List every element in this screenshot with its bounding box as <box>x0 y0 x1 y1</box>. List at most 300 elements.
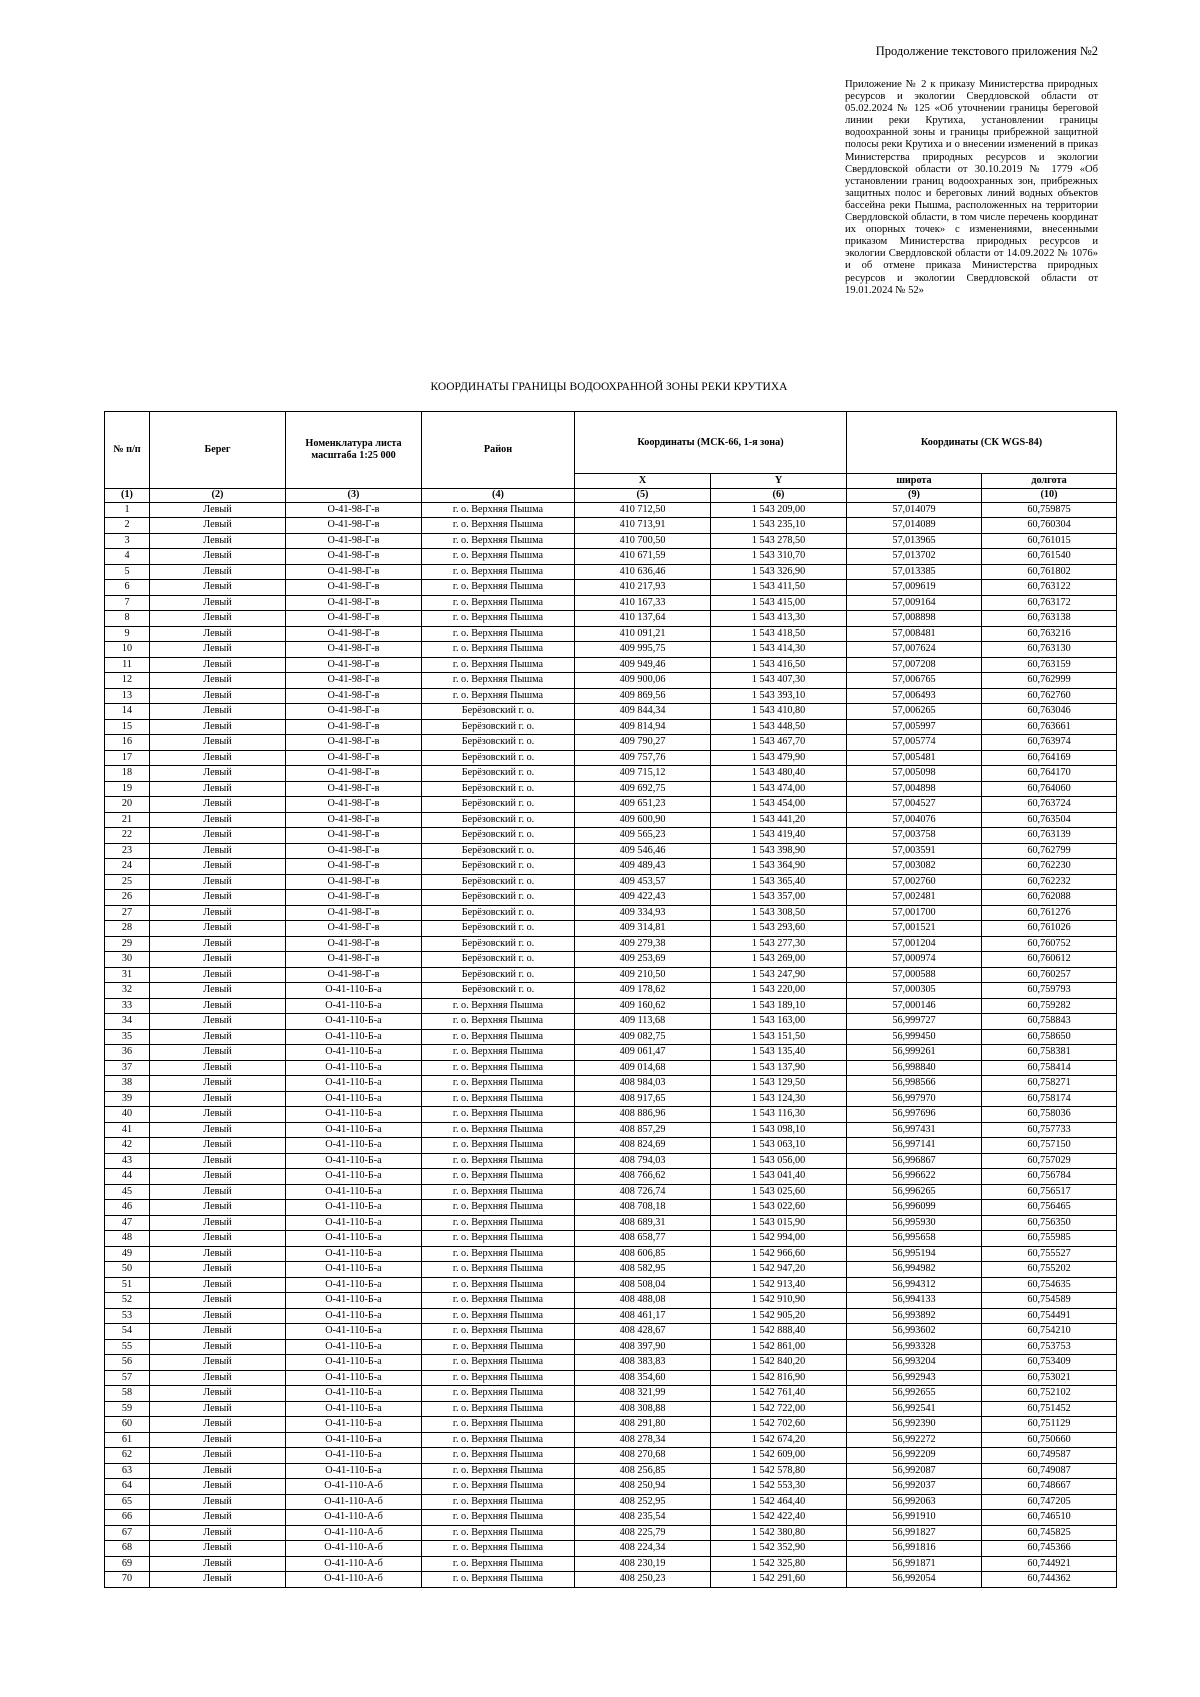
cell-y: 1 542 702,60 <box>711 1417 847 1433</box>
cell-district: г. о. Верхняя Пышма <box>422 1231 575 1247</box>
cell-x: 409 565,23 <box>575 828 711 844</box>
cell-sheet: О-41-110-Б-а <box>286 1060 422 1076</box>
cell-lat: 57,000305 <box>847 983 982 999</box>
cell-sheet: О-41-110-Б-а <box>286 1014 422 1030</box>
cell-num: 35 <box>105 1029 150 1045</box>
table-row <box>105 1463 1117 1479</box>
cell-lon: 60,761540 <box>982 549 1117 565</box>
cell-lat: 57,004527 <box>847 797 982 813</box>
table-row <box>105 1293 1117 1309</box>
cell-num: 45 <box>105 1184 150 1200</box>
cell-bank: Левый <box>150 1076 286 1092</box>
cell-sheet: О-41-98-Г-в <box>286 781 422 797</box>
cell-sheet: О-41-110-А-б <box>286 1494 422 1510</box>
cell-sheet: О-41-98-Г-в <box>286 518 422 534</box>
table-row <box>105 797 1117 813</box>
cell-bank: Левый <box>150 1541 286 1557</box>
cell-y: 1 543 293,60 <box>711 921 847 937</box>
cell-y: 1 543 209,00 <box>711 502 847 518</box>
cell-bank: Левый <box>150 1308 286 1324</box>
cell-y: 1 543 135,40 <box>711 1045 847 1061</box>
cell-num: 48 <box>105 1231 150 1247</box>
cell-lat: 56,992541 <box>847 1401 982 1417</box>
table-row <box>105 1541 1117 1557</box>
cell-num: 54 <box>105 1324 150 1340</box>
cell-num: 58 <box>105 1386 150 1402</box>
header-sheet: Номенклатура листа масштаба 1:25 000 <box>286 412 422 489</box>
cell-sheet: О-41-110-Б-а <box>286 1277 422 1293</box>
table-row <box>105 1262 1117 1278</box>
cell-num: 22 <box>105 828 150 844</box>
table-row <box>105 874 1117 890</box>
table-row <box>105 1401 1117 1417</box>
cell-district: г. о. Верхняя Пышма <box>422 998 575 1014</box>
cell-sheet: О-41-98-Г-в <box>286 502 422 518</box>
cell-sheet: О-41-110-Б-а <box>286 1029 422 1045</box>
cell-y: 1 543 393,10 <box>711 688 847 704</box>
cell-num: 5 <box>105 564 150 580</box>
header-y: Y <box>711 474 847 489</box>
cell-lat: 56,992390 <box>847 1417 982 1433</box>
cell-district: г. о. Верхняя Пышма <box>422 1308 575 1324</box>
cell-lat: 57,001521 <box>847 921 982 937</box>
cell-lat: 56,992063 <box>847 1494 982 1510</box>
cell-lat: 57,008898 <box>847 611 982 627</box>
cell-bank: Левый <box>150 1339 286 1355</box>
cell-x: 408 886,96 <box>575 1107 711 1123</box>
cell-x: 408 278,34 <box>575 1432 711 1448</box>
cell-lon: 60,761026 <box>982 921 1117 937</box>
cell-lon: 60,753753 <box>982 1339 1117 1355</box>
cell-num: 18 <box>105 766 150 782</box>
cell-num: 60 <box>105 1417 150 1433</box>
cell-district: г. о. Верхняя Пышма <box>422 1107 575 1123</box>
cell-num: 68 <box>105 1541 150 1557</box>
table-row <box>105 1231 1117 1247</box>
table-row <box>105 1029 1117 1045</box>
cell-district: г. о. Верхняя Пышма <box>422 1510 575 1526</box>
cell-y: 1 542 861,00 <box>711 1339 847 1355</box>
cell-lat: 56,992087 <box>847 1463 982 1479</box>
cell-num: 67 <box>105 1525 150 1541</box>
cell-lat: 57,004898 <box>847 781 982 797</box>
table-row <box>105 1324 1117 1340</box>
table-row <box>105 998 1117 1014</box>
cell-bank: Левый <box>150 797 286 813</box>
cell-x: 409 489,43 <box>575 859 711 875</box>
cell-lon: 60,762799 <box>982 843 1117 859</box>
cell-x: 410 636,46 <box>575 564 711 580</box>
cell-lon: 60,755202 <box>982 1262 1117 1278</box>
cell-y: 1 543 022,60 <box>711 1200 847 1216</box>
table-row <box>105 812 1117 828</box>
cell-bank: Левый <box>150 1184 286 1200</box>
header-index-cell: (10) <box>982 489 1117 503</box>
table-row <box>105 657 1117 673</box>
cell-lon: 60,745825 <box>982 1525 1117 1541</box>
cell-lon: 60,750660 <box>982 1432 1117 1448</box>
cell-bank: Левый <box>150 874 286 890</box>
cell-x: 408 824,69 <box>575 1138 711 1154</box>
cell-lat: 57,006765 <box>847 673 982 689</box>
cell-sheet: О-41-98-Г-в <box>286 549 422 565</box>
cell-num: 17 <box>105 750 150 766</box>
cell-num: 4 <box>105 549 150 565</box>
cell-lat: 56,999727 <box>847 1014 982 1030</box>
cell-lat: 56,992209 <box>847 1448 982 1464</box>
cell-y: 1 542 761,40 <box>711 1386 847 1402</box>
cell-num: 6 <box>105 580 150 596</box>
cell-district: г. о. Верхняя Пышма <box>422 1262 575 1278</box>
cell-lon: 60,763172 <box>982 595 1117 611</box>
header-index-cell: (3) <box>286 489 422 503</box>
cell-district: Берёзовский г. о. <box>422 719 575 735</box>
cell-bank: Левый <box>150 1386 286 1402</box>
cell-lat: 56,996099 <box>847 1200 982 1216</box>
header-lon: долгота <box>982 474 1117 489</box>
cell-lon: 60,763138 <box>982 611 1117 627</box>
cell-num: 31 <box>105 967 150 983</box>
cell-district: г. о. Верхняя Пышма <box>422 1525 575 1541</box>
cell-num: 14 <box>105 704 150 720</box>
cell-sheet: О-41-110-Б-а <box>286 1246 422 1262</box>
cell-x: 408 270,68 <box>575 1448 711 1464</box>
cell-y: 1 543 116,30 <box>711 1107 847 1123</box>
cell-lon: 60,763504 <box>982 812 1117 828</box>
cell-lat: 57,009619 <box>847 580 982 596</box>
table-row <box>105 1479 1117 1495</box>
cell-num: 41 <box>105 1122 150 1138</box>
cell-lon: 60,758414 <box>982 1060 1117 1076</box>
header-index-cell: (5) <box>575 489 711 503</box>
cell-x: 408 256,85 <box>575 1463 711 1479</box>
cell-bank: Левый <box>150 936 286 952</box>
cell-sheet: О-41-98-Г-в <box>286 921 422 937</box>
cell-sheet: О-41-98-Г-в <box>286 874 422 890</box>
cell-num: 51 <box>105 1277 150 1293</box>
cell-sheet: О-41-98-Г-в <box>286 626 422 642</box>
cell-lat: 57,013965 <box>847 533 982 549</box>
cell-bank: Левый <box>150 1200 286 1216</box>
cell-num: 32 <box>105 983 150 999</box>
cell-x: 410 713,91 <box>575 518 711 534</box>
table-row <box>105 564 1117 580</box>
cell-sheet: О-41-98-Г-в <box>286 797 422 813</box>
page-title: КООРДИНАТЫ ГРАНИЦЫ ВОДООХРАННОЙ ЗОНЫ РЕКИ КРУТИХА <box>430 381 788 393</box>
cell-num: 25 <box>105 874 150 890</box>
table-row <box>105 626 1117 642</box>
cell-y: 1 543 411,50 <box>711 580 847 596</box>
cell-y: 1 543 454,00 <box>711 797 847 813</box>
cell-lat: 56,993892 <box>847 1308 982 1324</box>
cell-y: 1 543 448,50 <box>711 719 847 735</box>
cell-sheet: О-41-110-Б-а <box>286 1122 422 1138</box>
cell-district: г. о. Верхняя Пышма <box>422 1246 575 1262</box>
cell-sheet: О-41-110-А-б <box>286 1556 422 1572</box>
cell-district: Берёзовский г. о. <box>422 874 575 890</box>
cell-lon: 60,758174 <box>982 1091 1117 1107</box>
cell-num: 3 <box>105 533 150 549</box>
appendix-note: Приложение № 2 к приказу Министерства природных ресурсов и экологии Свердловской области от 05.02.2024 № 125 «Об уточнении границы береговой линии реки Крутиха, установлении границы водоохранной зоны и границы прибрежной защитной полосы реки Крутиха и о внесении изменений в приказ Министерства природных ресурсов и экологии Свердловской области от 30.10.2019 № 1779 «Об установлении границ водоохранных зон, прибрежных защитных полос и береговых линий водных объектов бассейна реки Пышма, расположенных на территории Свердловской области, в том числе перечень координат их опорных точек» с изменениями, внесенными приказом Министерства природных ресурсов и экологии Свердловской области от 14.09.2022 № 1076» и об отмене приказа Министерства природных ресурсов и экологии Свердловской области от 19.01.2024 № 52» <box>845 79 1098 296</box>
cell-y: 1 542 422,40 <box>711 1510 847 1526</box>
cell-num: 49 <box>105 1246 150 1262</box>
cell-num: 7 <box>105 595 150 611</box>
cell-district: г. о. Верхняя Пышма <box>422 1215 575 1231</box>
cell-district: г. о. Верхняя Пышма <box>422 1572 575 1588</box>
header-index-cell: (6) <box>711 489 847 503</box>
cell-num: 23 <box>105 843 150 859</box>
cell-lon: 60,757733 <box>982 1122 1117 1138</box>
cell-lat: 56,997696 <box>847 1107 982 1123</box>
cell-sheet: О-41-98-Г-в <box>286 533 422 549</box>
cell-num: 59 <box>105 1401 150 1417</box>
cell-district: г. о. Верхняя Пышма <box>422 1355 575 1371</box>
cell-district: Берёзовский г. о. <box>422 735 575 751</box>
cell-lon: 60,745366 <box>982 1541 1117 1557</box>
cell-district: Берёзовский г. о. <box>422 952 575 968</box>
cell-lon: 60,763724 <box>982 797 1117 813</box>
cell-bank: Левый <box>150 766 286 782</box>
cell-num: 27 <box>105 905 150 921</box>
table-row <box>105 580 1117 596</box>
cell-bank: Левый <box>150 626 286 642</box>
table-row <box>105 1138 1117 1154</box>
cell-bank: Левый <box>150 828 286 844</box>
cell-district: г. о. Верхняя Пышма <box>422 1432 575 1448</box>
cell-district: Берёзовский г. о. <box>422 936 575 952</box>
cell-x: 408 726,74 <box>575 1184 711 1200</box>
cell-x: 408 689,31 <box>575 1215 711 1231</box>
cell-num: 53 <box>105 1308 150 1324</box>
header-bank: Берег <box>150 412 286 489</box>
header-index-cell: (9) <box>847 489 982 503</box>
cell-lon: 60,756517 <box>982 1184 1117 1200</box>
cell-lat: 56,992054 <box>847 1572 982 1588</box>
cell-sheet: О-41-98-Г-в <box>286 905 422 921</box>
cell-x: 408 354,60 <box>575 1370 711 1386</box>
cell-lon: 60,761802 <box>982 564 1117 580</box>
cell-sheet: О-41-98-Г-в <box>286 580 422 596</box>
cell-bank: Левый <box>150 564 286 580</box>
cell-bank: Левый <box>150 1572 286 1588</box>
table-row <box>105 1169 1117 1185</box>
cell-x: 408 766,62 <box>575 1169 711 1185</box>
cell-lat: 56,999261 <box>847 1045 982 1061</box>
table-row <box>105 1494 1117 1510</box>
cell-lon: 60,752102 <box>982 1386 1117 1402</box>
cell-bank: Левый <box>150 1014 286 1030</box>
cell-district: г. о. Верхняя Пышма <box>422 1494 575 1510</box>
cell-lat: 57,013385 <box>847 564 982 580</box>
table-row <box>105 952 1117 968</box>
cell-y: 1 543 480,40 <box>711 766 847 782</box>
cell-lon: 60,751129 <box>982 1417 1117 1433</box>
table-row <box>105 642 1117 658</box>
cell-lon: 60,764060 <box>982 781 1117 797</box>
cell-district: г. о. Верхняя Пышма <box>422 1122 575 1138</box>
cell-x: 409 253,69 <box>575 952 711 968</box>
cell-sheet: О-41-110-А-б <box>286 1572 422 1588</box>
cell-sheet: О-41-110-Б-а <box>286 1262 422 1278</box>
cell-y: 1 543 365,40 <box>711 874 847 890</box>
cell-sheet: О-41-110-Б-а <box>286 1339 422 1355</box>
cell-y: 1 543 151,50 <box>711 1029 847 1045</box>
cell-y: 1 543 269,00 <box>711 952 847 968</box>
cell-x: 410 091,21 <box>575 626 711 642</box>
cell-bank: Левый <box>150 1324 286 1340</box>
cell-district: Берёзовский г. о. <box>422 983 575 999</box>
cell-x: 408 291,80 <box>575 1417 711 1433</box>
cell-y: 1 543 407,30 <box>711 673 847 689</box>
cell-bank: Левый <box>150 1370 286 1386</box>
cell-district: г. о. Верхняя Пышма <box>422 1386 575 1402</box>
cell-num: 10 <box>105 642 150 658</box>
cell-num: 42 <box>105 1138 150 1154</box>
cell-lon: 60,753409 <box>982 1355 1117 1371</box>
cell-x: 409 790,27 <box>575 735 711 751</box>
table-row <box>105 1417 1117 1433</box>
cell-district: Берёзовский г. о. <box>422 704 575 720</box>
cell-y: 1 543 063,10 <box>711 1138 847 1154</box>
cell-bank: Левый <box>150 673 286 689</box>
cell-x: 409 014,68 <box>575 1060 711 1076</box>
header-wgs: Координаты (СК WGS-84) <box>847 412 1117 474</box>
cell-district: г. о. Верхняя Пышма <box>422 611 575 627</box>
cell-lon: 60,759793 <box>982 983 1117 999</box>
cell-lat: 57,004076 <box>847 812 982 828</box>
table-row <box>105 502 1117 518</box>
cell-x: 408 252,95 <box>575 1494 711 1510</box>
cell-lat: 56,992943 <box>847 1370 982 1386</box>
cell-lon: 60,757029 <box>982 1153 1117 1169</box>
table-row <box>105 890 1117 906</box>
cell-sheet: О-41-110-Б-а <box>286 1386 422 1402</box>
cell-x: 410 217,93 <box>575 580 711 596</box>
cell-y: 1 542 816,90 <box>711 1370 847 1386</box>
cell-bank: Левый <box>150 735 286 751</box>
cell-bank: Левый <box>150 1246 286 1262</box>
cell-lat: 56,991871 <box>847 1556 982 1572</box>
cell-lon: 60,760257 <box>982 967 1117 983</box>
cell-num: 12 <box>105 673 150 689</box>
cell-num: 57 <box>105 1370 150 1386</box>
table-row <box>105 1107 1117 1123</box>
cell-district: Берёзовский г. о. <box>422 859 575 875</box>
cell-num: 13 <box>105 688 150 704</box>
cell-num: 63 <box>105 1463 150 1479</box>
cell-lat: 57,006493 <box>847 688 982 704</box>
cell-lat: 57,007624 <box>847 642 982 658</box>
cell-lat: 57,006265 <box>847 704 982 720</box>
cell-lat: 57,014079 <box>847 502 982 518</box>
table-row <box>105 673 1117 689</box>
cell-lon: 60,763661 <box>982 719 1117 735</box>
cell-bank: Левый <box>150 518 286 534</box>
cell-district: Берёзовский г. о. <box>422 890 575 906</box>
cell-district: Берёзовский г. о. <box>422 766 575 782</box>
cell-district: г. о. Верхняя Пышма <box>422 1091 575 1107</box>
table-row <box>105 766 1117 782</box>
cell-y: 1 543 398,90 <box>711 843 847 859</box>
cell-sheet: О-41-98-Г-в <box>286 812 422 828</box>
cell-bank: Левый <box>150 983 286 999</box>
cell-y: 1 543 364,90 <box>711 859 847 875</box>
cell-lat: 56,995930 <box>847 1215 982 1231</box>
table-row <box>105 688 1117 704</box>
cell-y: 1 543 467,70 <box>711 735 847 751</box>
cell-bank: Левый <box>150 843 286 859</box>
cell-y: 1 542 888,40 <box>711 1324 847 1340</box>
cell-num: 34 <box>105 1014 150 1030</box>
cell-lon: 60,758650 <box>982 1029 1117 1045</box>
table-row <box>105 921 1117 937</box>
cell-sheet: О-41-110-Б-а <box>286 983 422 999</box>
cell-num: 56 <box>105 1355 150 1371</box>
cell-sheet: О-41-98-Г-в <box>286 688 422 704</box>
cell-lat: 57,003082 <box>847 859 982 875</box>
table-row <box>105 1122 1117 1138</box>
table-row <box>105 1556 1117 1572</box>
cell-bank: Левый <box>150 750 286 766</box>
cell-x: 408 321,99 <box>575 1386 711 1402</box>
table-row <box>105 549 1117 565</box>
cell-y: 1 543 129,50 <box>711 1076 847 1092</box>
cell-x: 409 692,75 <box>575 781 711 797</box>
table-row <box>105 1510 1117 1526</box>
header-num: № п/п <box>105 412 150 489</box>
cell-district: г. о. Верхняя Пышма <box>422 642 575 658</box>
cell-sheet: О-41-98-Г-в <box>286 595 422 611</box>
cell-district: г. о. Верхняя Пышма <box>422 549 575 565</box>
cell-bank: Левый <box>150 1417 286 1433</box>
cell-num: 19 <box>105 781 150 797</box>
cell-y: 1 542 947,20 <box>711 1262 847 1278</box>
cell-lat: 57,005997 <box>847 719 982 735</box>
cell-lon: 60,763974 <box>982 735 1117 751</box>
cell-x: 410 712,50 <box>575 502 711 518</box>
cell-lon: 60,763159 <box>982 657 1117 673</box>
cell-district: г. о. Верхняя Пышма <box>422 673 575 689</box>
cell-y: 1 543 418,50 <box>711 626 847 642</box>
cell-bank: Левый <box>150 595 286 611</box>
cell-num: 8 <box>105 611 150 627</box>
header-index-cell: (2) <box>150 489 286 503</box>
cell-y: 1 543 326,90 <box>711 564 847 580</box>
table-row <box>105 1355 1117 1371</box>
cell-lat: 56,994982 <box>847 1262 982 1278</box>
cell-y: 1 542 840,20 <box>711 1355 847 1371</box>
cell-x: 408 308,88 <box>575 1401 711 1417</box>
cell-sheet: О-41-98-Г-в <box>286 735 422 751</box>
cell-sheet: О-41-98-Г-в <box>286 967 422 983</box>
cell-y: 1 543 015,90 <box>711 1215 847 1231</box>
cell-district: Берёзовский г. о. <box>422 905 575 921</box>
cell-num: 66 <box>105 1510 150 1526</box>
table-row <box>105 1277 1117 1293</box>
cell-lat: 56,997431 <box>847 1122 982 1138</box>
cell-lat: 57,000588 <box>847 967 982 983</box>
cell-num: 36 <box>105 1045 150 1061</box>
table-row <box>105 905 1117 921</box>
cell-district: г. о. Верхняя Пышма <box>422 657 575 673</box>
cell-y: 1 543 410,80 <box>711 704 847 720</box>
cell-lon: 60,762232 <box>982 874 1117 890</box>
cell-lon: 60,754491 <box>982 1308 1117 1324</box>
table-row <box>105 1308 1117 1324</box>
cell-sheet: О-41-110-Б-а <box>286 1107 422 1123</box>
cell-sheet: О-41-110-Б-а <box>286 1463 422 1479</box>
cell-y: 1 542 674,20 <box>711 1432 847 1448</box>
